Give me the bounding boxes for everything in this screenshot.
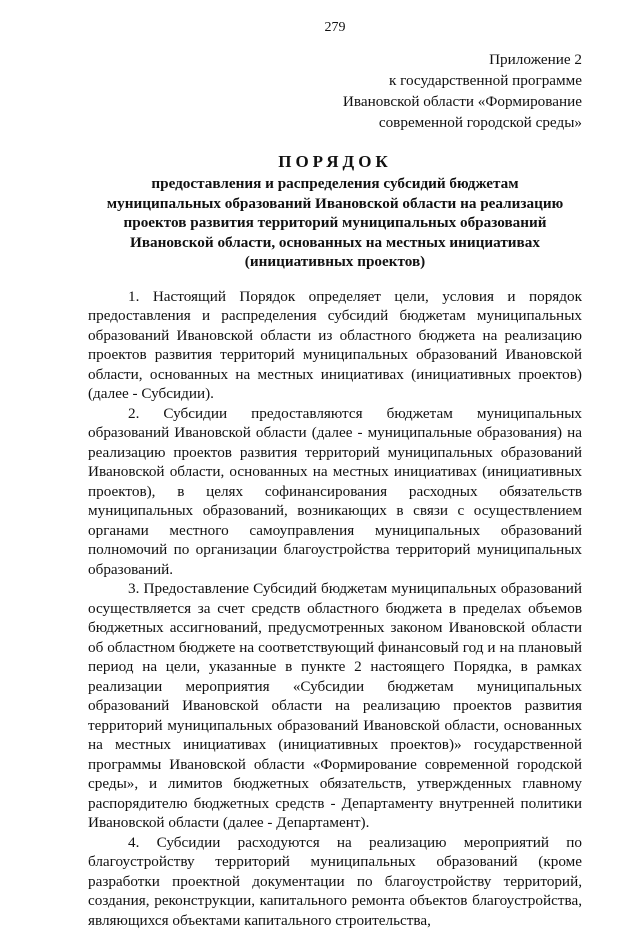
title-line: (инициативных проектов) xyxy=(88,252,582,272)
appendix-line: современной городской среды» xyxy=(88,112,582,133)
paragraph-4: 4. Субсидии расходуются на реализацию мероприятий по благоустройству территорий муниципальных образований (кроме разработки проектной документации по благоустройству территорий, создания, реконструкции, капитального ремонта объектов благоустройства, являющихся объектами капитального строительства, xyxy=(88,833,582,930)
title-heading: ПОРЯДОК xyxy=(88,151,582,173)
appendix-line: к государственной программе xyxy=(88,70,582,91)
appendix-line: Приложение 2 xyxy=(88,49,582,70)
title-line: предоставления и распределения субсидий бюджетам xyxy=(88,174,582,194)
paragraph-3: 3. Предоставление Субсидий бюджетам муниципальных образований осуществляется за счет средств областного бюджета в пределах объемов бюджетных ассигнований, предусмотренных законом Ивановской области об областном бюджете на соответствующий финансовый год и на плановый период на цели, указанные в пункте 2 настоящего Порядка, в рамках реализации мероприятия «Субсидии бюджетам муниципальных образований Ивановской области на реализацию проектов развития территорий муниципальных образований Ивановской области, основанных на местных инициативах (инициативных проектов)» государственной программы Ивановской области «Формирование современной городской среды», и лимитов бюджетных обязательств, утвержденных главному распорядителю бюджетных средств - Департаменту внутренней политики Ивановской области (далее - Департамент). xyxy=(88,579,582,833)
page-number: 279 xyxy=(88,20,582,36)
title-line: проектов развития территорий муниципальных образований xyxy=(88,213,582,233)
paragraph-2: 2. Субсидии предоставляются бюджетам муниципальных образований Ивановской области (далее - муниципальные образования) на реализацию проектов развития территорий муниципальных образований Ивановской области, основанных на местных инициативах (инициативных проектов), в целях софинансирования расходных обязательств муниципальных образований, возникающих в связи с осуществлением органами местного самоуправления муниципальных образований полномочий по организации благоустройства территорий муниципальных образований. xyxy=(88,404,582,580)
title-line: Ивановской области, основанных на местных инициативах xyxy=(88,233,582,253)
appendix-line: Ивановской области «Формирование xyxy=(88,91,582,112)
appendix-note xyxy=(88,49,582,133)
document-body xyxy=(88,287,582,930)
document-title xyxy=(88,151,582,272)
paragraph-1: 1. Настоящий Порядок определяет цели, условия и порядок предоставления и распределения субсидий бюджетам муниципальных образований Ивановской области из областного бюджета на реализацию проектов развития территорий муниципальных образований Ивановской области, основанных на местных инициативах (инициативных проектов) (далее - Субсидии). xyxy=(88,287,582,404)
title-line: муниципальных образований Ивановской области на реализацию xyxy=(88,194,582,214)
